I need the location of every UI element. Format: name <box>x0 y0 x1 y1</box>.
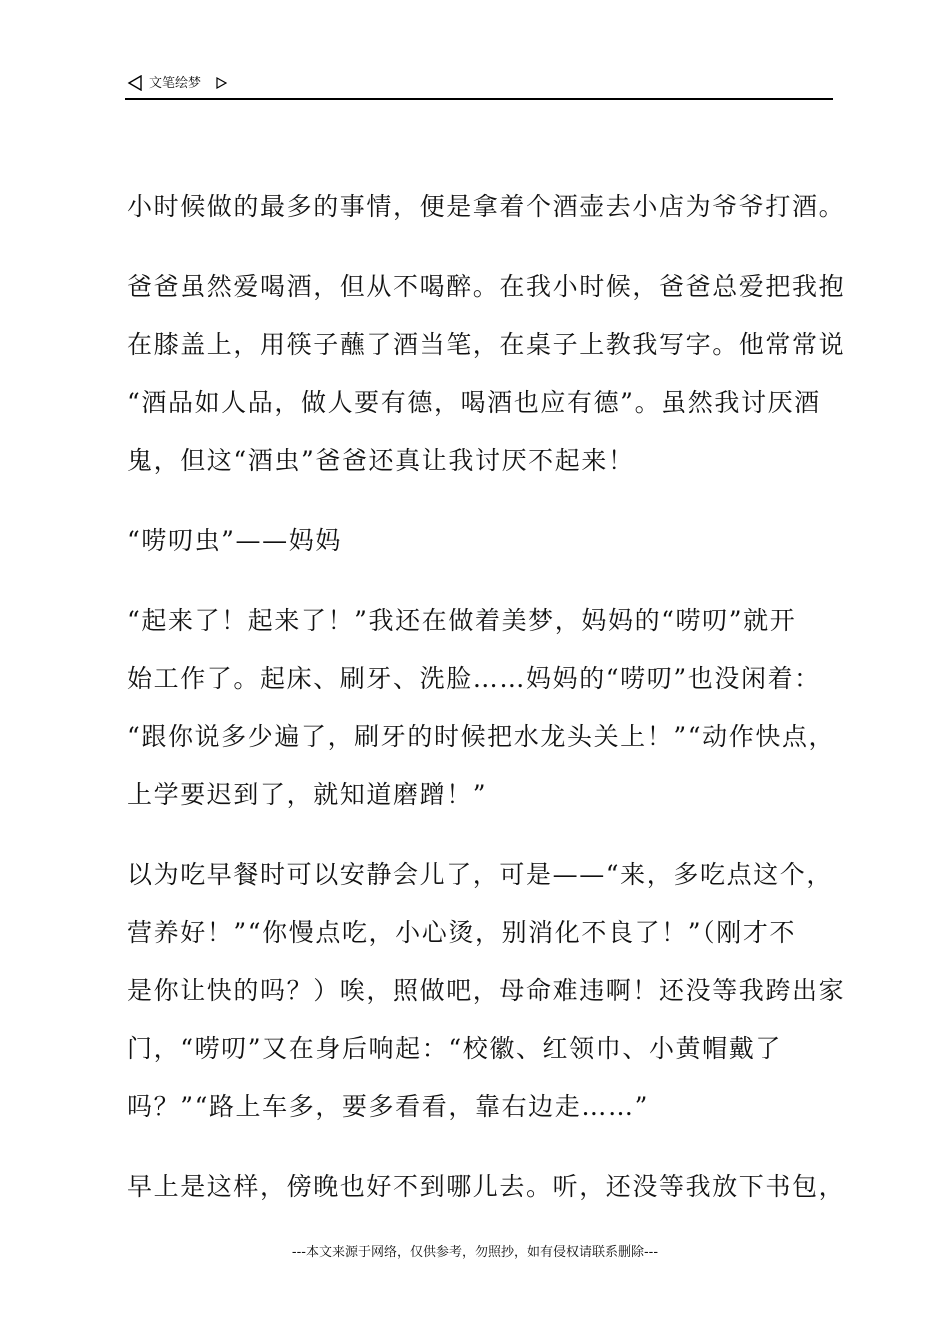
text-line: “起来了！起来了！”我还在做着美梦，妈妈的“唠叨”就开 <box>127 606 797 635</box>
text-line: 吗？”“路上车多，要多看看，靠右边走……” <box>127 1092 649 1121</box>
paragraph <box>127 1158 846 1216</box>
text-line: 以为吃早餐时可以安静会儿了，可是——“来，多吃点这个， <box>127 860 833 889</box>
paragraph <box>127 258 846 490</box>
text-line: “跟你说多少遍了，刷牙的时候把水龙头关上！”“动作快点， <box>127 722 836 751</box>
text-line: 始工作了。起床、刷牙、洗脸……妈妈的“唠叨”也没闲着： <box>127 664 821 693</box>
page-header <box>125 72 833 100</box>
footer-disclaimer: ---本文来源于网络，仅供参考，勿照抄，如有侵权请联系删除--- <box>291 1245 659 1260</box>
text-line: 早上是这样，傍晚也好不到哪儿去。听，还没等我放下书包， <box>127 1172 846 1201</box>
text-line: 营养好！”“你慢点吃，小心烫，别消化不良了！”（刚才不 <box>127 918 797 947</box>
text-line: 鬼，但这“酒虫”爸爸还真让我讨厌不起来！ <box>127 446 635 475</box>
text-line: 上学要迟到了，就知道磨蹭！” <box>127 780 488 809</box>
article-body <box>127 178 846 1238</box>
forward-triangle-icon <box>215 77 227 89</box>
paragraph <box>127 178 846 236</box>
text-line: 门，“唠叨”又在身后响起：“校徽、红领巾、小黄帽戴了 <box>127 1034 782 1063</box>
text-line: 小时候做的最多的事情，便是拿着个酒壶去小店为爷爷打酒。 <box>127 192 846 221</box>
text-line: 在膝盖上，用筷子蘸了酒当笔，在桌子上教我写字。他常常说 <box>127 330 846 359</box>
paragraph <box>127 846 846 1136</box>
text-line: 是你让快的吗？）唉，照做吧，母命难违啊！还没等我跨出家 <box>127 976 846 1005</box>
text-line: “酒品如人品，做人要有德，喝酒也应有德”。虽然我讨厌酒 <box>127 388 821 417</box>
paragraph <box>127 512 837 570</box>
back-triangle-icon <box>127 75 143 91</box>
paragraph <box>127 592 837 824</box>
text-line: 爸爸虽然爱喝酒，但从不喝醉。在我小时候，爸爸总爱把我抱 <box>127 272 846 301</box>
header-title: 文笔绘梦 <box>149 76 202 91</box>
text-line: “唠叨虫”——妈妈 <box>127 526 342 555</box>
